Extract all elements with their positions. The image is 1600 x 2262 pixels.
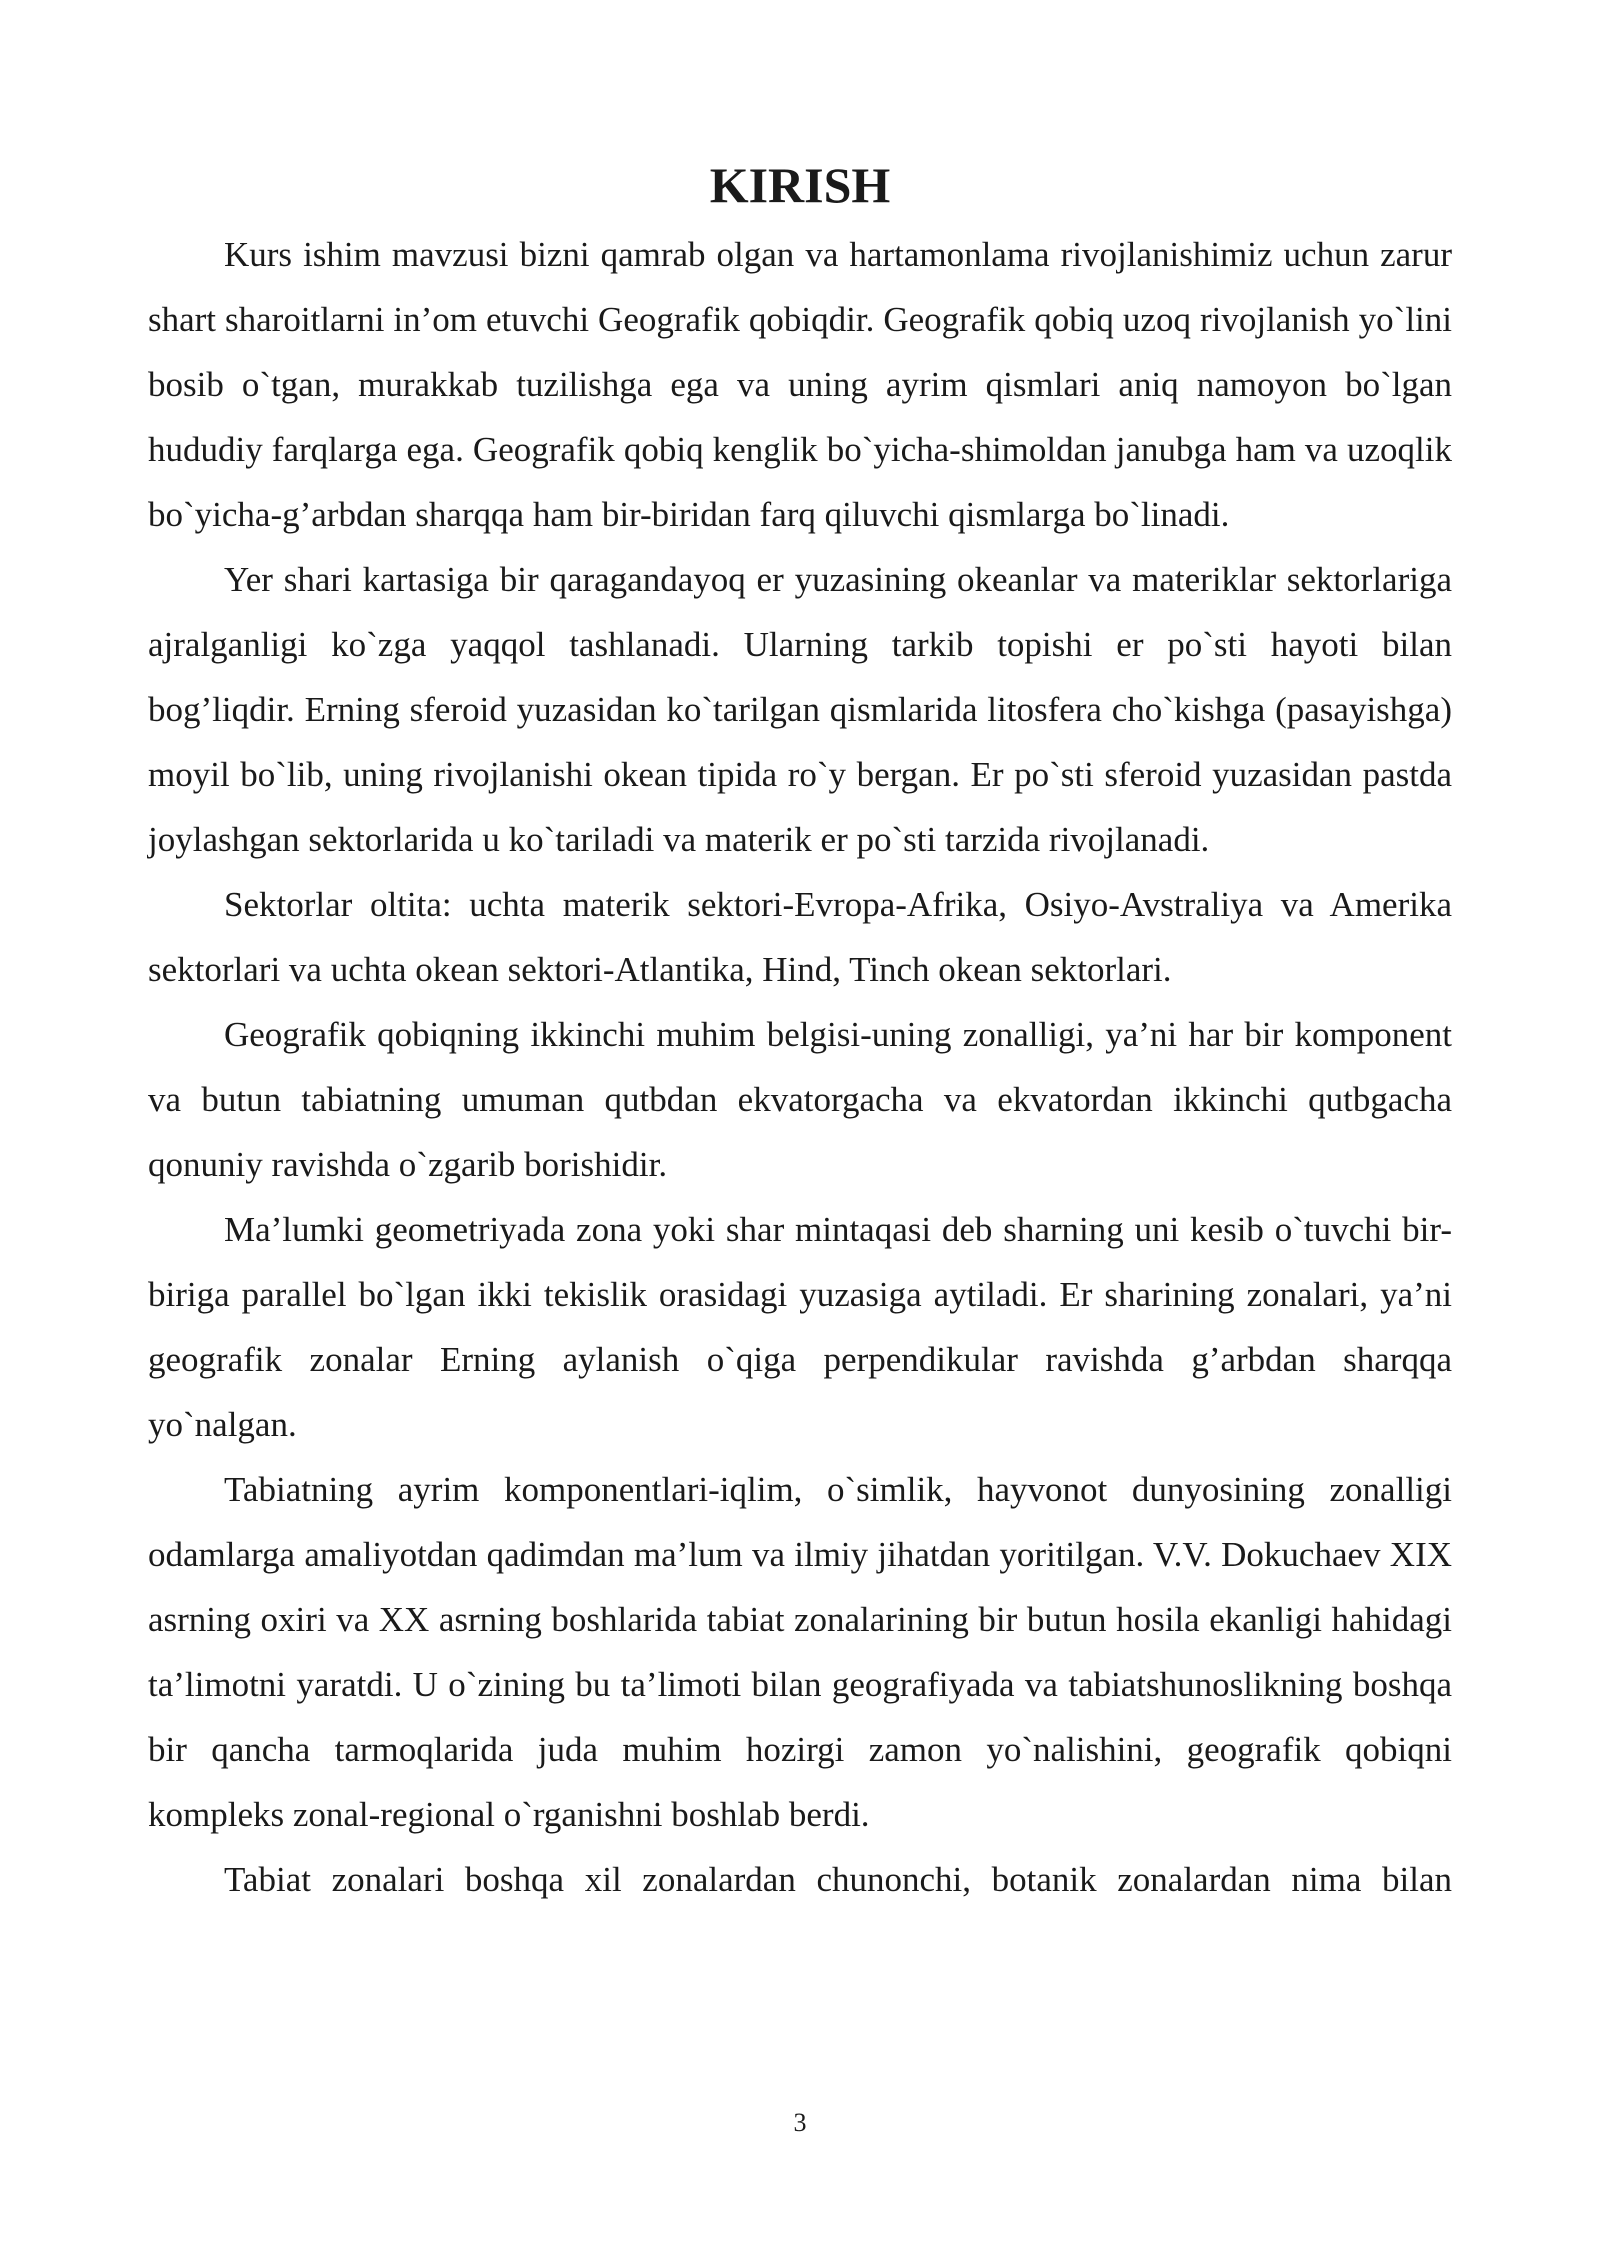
paragraph-2: Yer shari kartasiga bir qaragandayoq er yuzasining okeanlar va materiklar sektorlariga ajralganligi ko`zga yaqqol tashlanadi. Ularning tarkib topishi er po`sti hayoti bilan bog’liqdir. Erning sferoid yuzasidan ko`tarilgan qismlarida litosfera cho`kishga (pasayishga) moyil bo`lib, uning rivojlanishi okean tipida ro`y bergan. Er po`sti sferoid yuzasidan pastda joylashgan sektorlarida u ko`tariladi va materik er po`sti tarzida rivojlanadi. <box>148 560 1452 859</box>
paragraph-5: Ma’lumki geometriyada zona yoki shar mintaqasi deb sharning uni kesib o`tuvchi bir-biriga parallel bo`lgan ikki tekislik orasidagi yuzasiga aytiladi. Er sharining zonalari, ya’ni geografik zonalar Erning aylanish o`qiga perpendikular ravishda g’arbdan sharqqa yo`nalgan. <box>148 1210 1452 1444</box>
document-title: KIRISH <box>709 157 891 213</box>
paragraph-1: Kurs ishim mavzusi bizni qamrab olgan va hartamonlama rivojlanishimiz uchun zarur shart sharoitlarni in’om etuvchi Geografik qobiqdir. Geografik qobiq uzoq rivojlanish yo`lini bosib o`tgan, murakkab tuzilishga ega va uning ayrim qismlari aniq namoyon bo`lgan hududiy farqlarga ega. Geografik qobiq kenglik bo`yicha-shimoldan janubga ham va uzoqlik bo`yicha-g’arbdan sharqqa ham bir-biridan farq qiluvchi qismlarga bo`linadi. <box>148 235 1452 534</box>
paragraph-6: Tabiatning ayrim komponentlari-iqlim, o`simlik, hayvonot dunyosining zonalligi odamlarga amaliyotdan qadimdan ma’lum va ilmiy jihatdan yoritilgan. V.V. Dokuchaev XIX asrning oxiri va XX asrning boshlarida tabiat zonalarining bir butun hosila ekanligi hahidagi ta’limotni yaratdi. U o`zining bu ta’limoti bilan geografiyada va tabiatshunoslikning boshqa bir qancha tarmoqlarida juda muhim hozirgi zamon yo`nalishini, geografik qobiqni kompleks zonal-regional o`rganishni boshlab berdi. <box>148 1470 1452 1834</box>
document-page <box>148 150 1452 1912</box>
page-number: 3 <box>793 2108 807 2137</box>
paragraph-7: Tabiat zonalari boshqa xil zonalardan chunonchi, botanik zonalardan nima bilan <box>224 1860 1452 1899</box>
paragraph-3: Sektorlar oltita: uchta materik sektori-Evropa-Afrika, Osiyo-Avstraliya va Amerika sektorlari va uchta okean sektori-Atlantika, Hind, Tinch okean sektorlari. <box>148 885 1452 989</box>
paragraph-4: Geografik qobiqning ikkinchi muhim belgisi-uning zonalligi, ya’ni har bir komponent va butun tabiatning umuman qutbdan ekvatorgacha va ekvatordan ikkinchi qutbgacha qonuniy ravishda o`zgarib borishidir. <box>148 1015 1452 1184</box>
